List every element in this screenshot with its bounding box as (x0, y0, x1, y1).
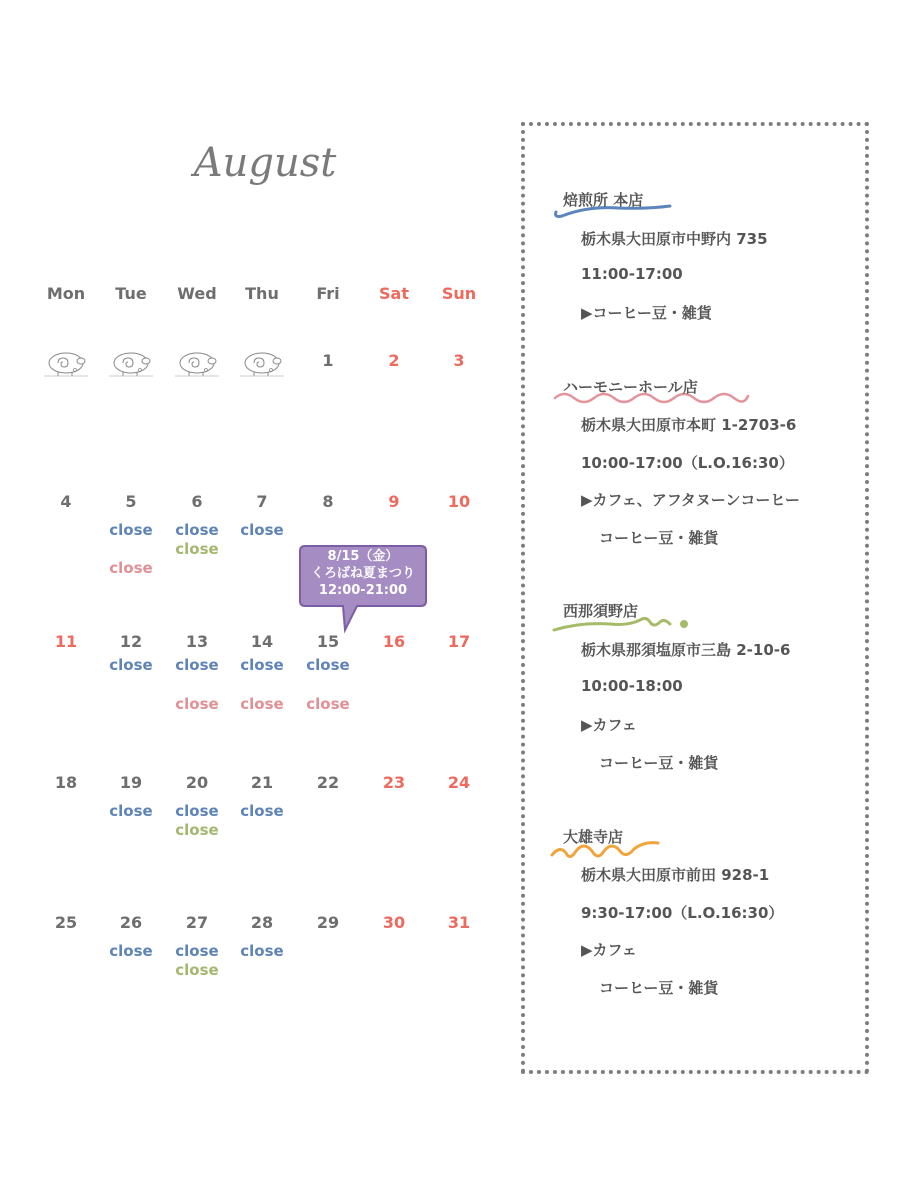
close-label-green: close (175, 540, 219, 558)
close-label-blue: close (240, 942, 284, 960)
store-1-address: 栃木県大田原市中野内 735 (581, 230, 768, 248)
close-label-pink: close (306, 695, 350, 713)
calendar-day[interactable]: 27 (185, 913, 209, 932)
calendar-day[interactable]: 5 (125, 492, 137, 511)
weekday-fri: Fri (316, 284, 340, 303)
weekday-mon: Mon (46, 284, 86, 303)
calendar-day[interactable]: 13 (185, 632, 209, 651)
store-3-item: コーヒー豆・雑貨 (599, 754, 719, 772)
calendar-day[interactable]: 2 (388, 351, 400, 370)
close-label-pink: close (240, 695, 284, 713)
store-4-item: コーヒー豆・雑貨 (599, 979, 719, 997)
close-label-blue: close (306, 656, 350, 674)
store-1-item: ▶コーヒー豆・雑貨 (581, 304, 712, 322)
calendar-day[interactable]: 11 (54, 632, 78, 651)
event-bubble-text (300, 548, 426, 599)
close-label-blue: close (175, 802, 219, 820)
sheep-icon (44, 349, 88, 377)
store-2-hours: 10:00-17:00（L.O.16:30） (581, 454, 794, 472)
weekday-sun: Sun (441, 284, 477, 303)
weekday-wed: Wed (177, 284, 217, 303)
sheep-icon (175, 349, 219, 377)
store-panel (521, 122, 869, 1074)
weekday-sat: Sat (379, 284, 409, 303)
calendar-day[interactable]: 17 (447, 632, 471, 651)
store-4-item: ▶カフェ (581, 941, 637, 959)
store-3-address: 栃木県那須塩原市三島 2-10-6 (581, 641, 791, 659)
calendar-day[interactable]: 15 (316, 632, 340, 651)
calendar-day[interactable]: 29 (316, 913, 340, 932)
calendar-day[interactable]: 26 (119, 913, 143, 932)
store-3-hours: 10:00-18:00 (581, 677, 683, 695)
weekday-tue: Tue (115, 284, 147, 303)
store-2-name: ハーモニーホール店 (563, 378, 698, 396)
calendar-day[interactable]: 19 (119, 773, 143, 792)
calendar-day[interactable]: 14 (250, 632, 274, 651)
close-label-blue: close (240, 521, 284, 539)
close-label-blue: close (109, 942, 153, 960)
close-label-green: close (175, 821, 219, 839)
calendar-day[interactable]: 18 (54, 773, 78, 792)
close-label-blue: close (109, 656, 153, 674)
close-label-pink: close (109, 559, 153, 577)
store-1-hours: 11:00-17:00 (581, 265, 683, 283)
event-date: 8/15（金） (327, 549, 399, 564)
calendar-day[interactable]: 31 (447, 913, 471, 932)
calendar-day[interactable]: 8 (322, 492, 334, 511)
store-1-name: 焙煎所 本店 (563, 191, 644, 209)
store-3-name: 西那須野店 (563, 602, 639, 620)
calendar-day[interactable]: 22 (316, 773, 340, 792)
store-4-hours: 9:30-17:00（L.O.16:30） (581, 904, 784, 922)
calendar-day[interactable]: 4 (60, 492, 72, 511)
calendar-day[interactable]: 1 (322, 351, 334, 370)
calendar-day[interactable]: 6 (191, 492, 203, 511)
event-name: くろばね夏まつり (310, 566, 415, 581)
calendar-day[interactable]: 30 (382, 913, 406, 932)
calendar-day[interactable]: 3 (453, 351, 465, 370)
calendar-day[interactable]: 28 (250, 913, 274, 932)
calendar-day[interactable]: 20 (185, 773, 209, 792)
close-label-blue: close (175, 656, 219, 674)
calendar-day[interactable]: 9 (388, 492, 400, 511)
event-time: 12:00-21:00 (318, 583, 408, 598)
calendar-day[interactable]: 24 (447, 773, 471, 792)
store-2-address: 栃木県大田原市本町 1-2703-6 (581, 416, 797, 434)
close-label-blue: close (240, 802, 284, 820)
store-3-item: ▶カフェ (581, 716, 637, 734)
sheep-icon (240, 349, 284, 377)
close-label-blue: close (109, 802, 153, 820)
calendar-day[interactable]: 16 (382, 632, 406, 651)
store-2-item: ▶カフェ、アフタヌーンコーヒー (581, 491, 800, 509)
month-title: August (193, 140, 337, 186)
store-2-item: コーヒー豆・雑貨 (599, 529, 719, 547)
store-4-name: 大雄寺店 (563, 828, 624, 846)
weekday-thu: Thu (245, 284, 279, 303)
calendar-day[interactable]: 25 (54, 913, 78, 932)
sheep-icon (109, 349, 153, 377)
calendar-day[interactable]: 10 (447, 492, 471, 511)
calendar-day[interactable]: 12 (119, 632, 143, 651)
close-label-blue: close (109, 521, 153, 539)
close-label-blue: close (175, 942, 219, 960)
calendar-day[interactable]: 23 (382, 773, 406, 792)
store-4-address: 栃木県大田原市前田 928-1 (581, 866, 770, 884)
close-label-blue: close (240, 656, 284, 674)
close-label-pink: close (175, 695, 219, 713)
close-label-green: close (175, 961, 219, 979)
close-label-blue: close (175, 521, 219, 539)
calendar-day[interactable]: 21 (250, 773, 274, 792)
calendar-day[interactable]: 7 (256, 492, 268, 511)
